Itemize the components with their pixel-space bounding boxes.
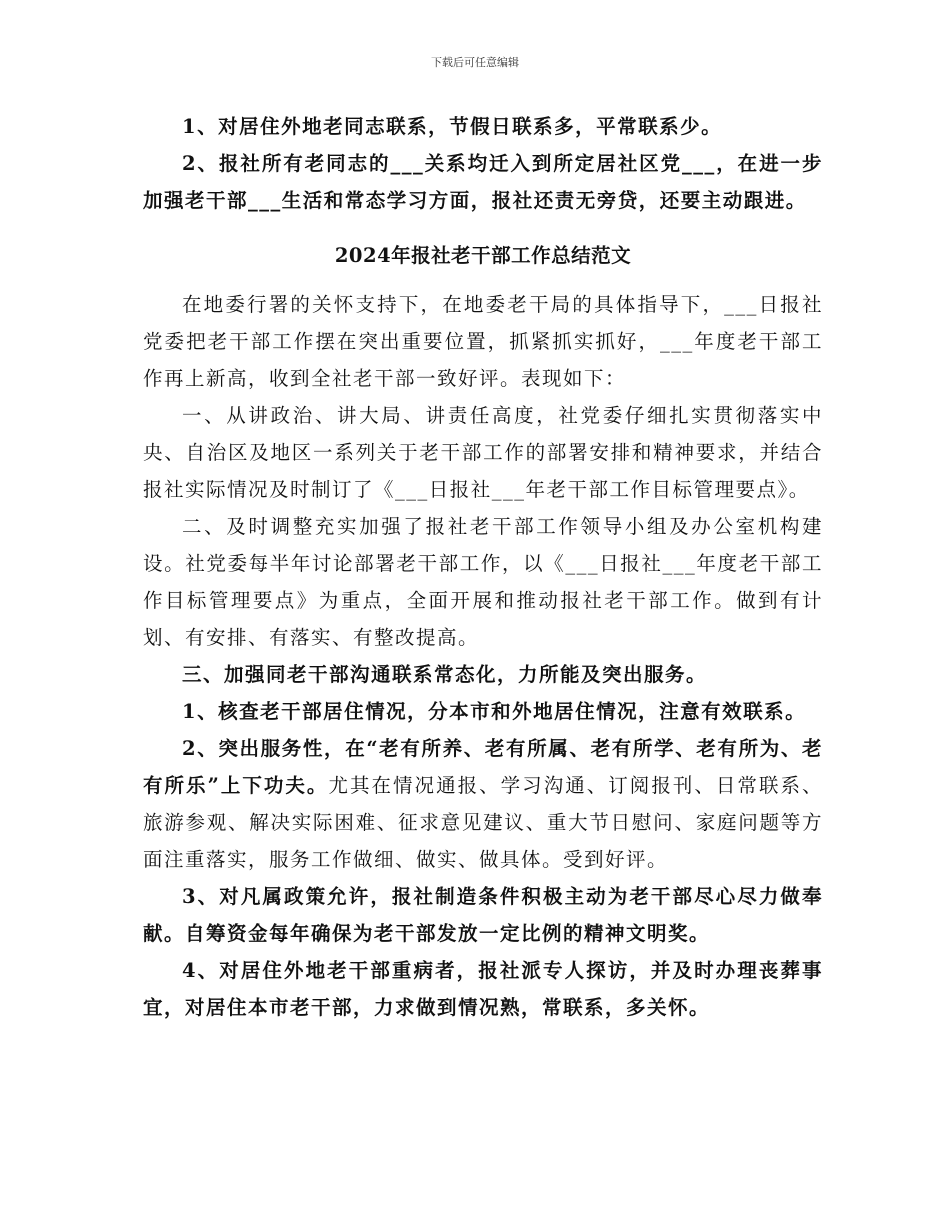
- body-paragraph-6-normal: 尤其在情况通报、学习沟通、订阅报刊、日常联系、旅游参观、解决实际困难、征求意见建议、重大节日慰问、家庭问题等方面注重落实，服务工作做细、做实、做具体。受到好评。: [143, 774, 823, 871]
- body-paragraph-5: 1、核查老干部居住情况，分本市和外地居住情况，注意有效联系。: [182, 700, 807, 723]
- document-content: [143, 108, 823, 1026]
- body-paragraph-4: 三、加强同老干部沟通联系常态化，力所能及突出服务。: [182, 663, 708, 686]
- body-paragraph-1: 在地委行署的关怀支持下，在地委老干局的具体指导下，___日报社党委把老干部工作摆在突出重要位置，抓紧抓实抓好，___年度老干部工作再上新高，收到全社老干部一致好评。表现如下：: [143, 293, 823, 390]
- intro-paragraph-1: 1、对居住外地老同志联系，节假日联系多，平常联系少。: [182, 115, 723, 138]
- body-paragraph-2: 一、从讲政治、讲大局、讲责任高度，社党委仔细扎实贯彻落实中央、自治区及地区一系列关于老干部工作的部署安排和精神要求，并结合报社实际情况及时制订了《___日报社___年老干部工作目标管理要点》。: [143, 404, 823, 501]
- body-paragraph-3: 二、及时调整充实加强了报社老干部工作领导小组及办公室机构建设。社党委每半年讨论部署老干部工作，以《___日报社___年度老干部工作目标管理要点》为重点，全面开展和推动报社老干部工作。做到有计划、有安排、有落实、有整改提高。: [143, 515, 823, 649]
- body-paragraph-6: [143, 730, 823, 878]
- document-title: 2024年报社老干部工作总结范文: [334, 244, 632, 267]
- body-paragraph-8: 4、对居住外地老干部重病者，报社派专人探访，并及时办理丧葬事宜，对居住本市老干部，力求做到情况熟，常联系，多关怀。: [143, 959, 823, 1019]
- intro-paragraph-2: 2、报社所有老同志的___关系均迁入到所定居社区党___，在进一步加强老干部___生活和常态学习方面，报社还责无旁贷，还要主动跟进。: [143, 152, 823, 212]
- page-header: 下载后可任意编辑: [431, 56, 519, 69]
- body-paragraph-7: 3、对凡属政策允许，报社制造条件积极主动为老干部尽心尽力做奉献。自筹资金每年确保为老干部发放一定比例的精神文明奖。: [143, 885, 823, 945]
- body-paragraph-6-bold: 2、突出服务性，在“老有所养、老有所属、老有所学、老有所为、老有所乐”上下功夫。: [143, 737, 823, 797]
